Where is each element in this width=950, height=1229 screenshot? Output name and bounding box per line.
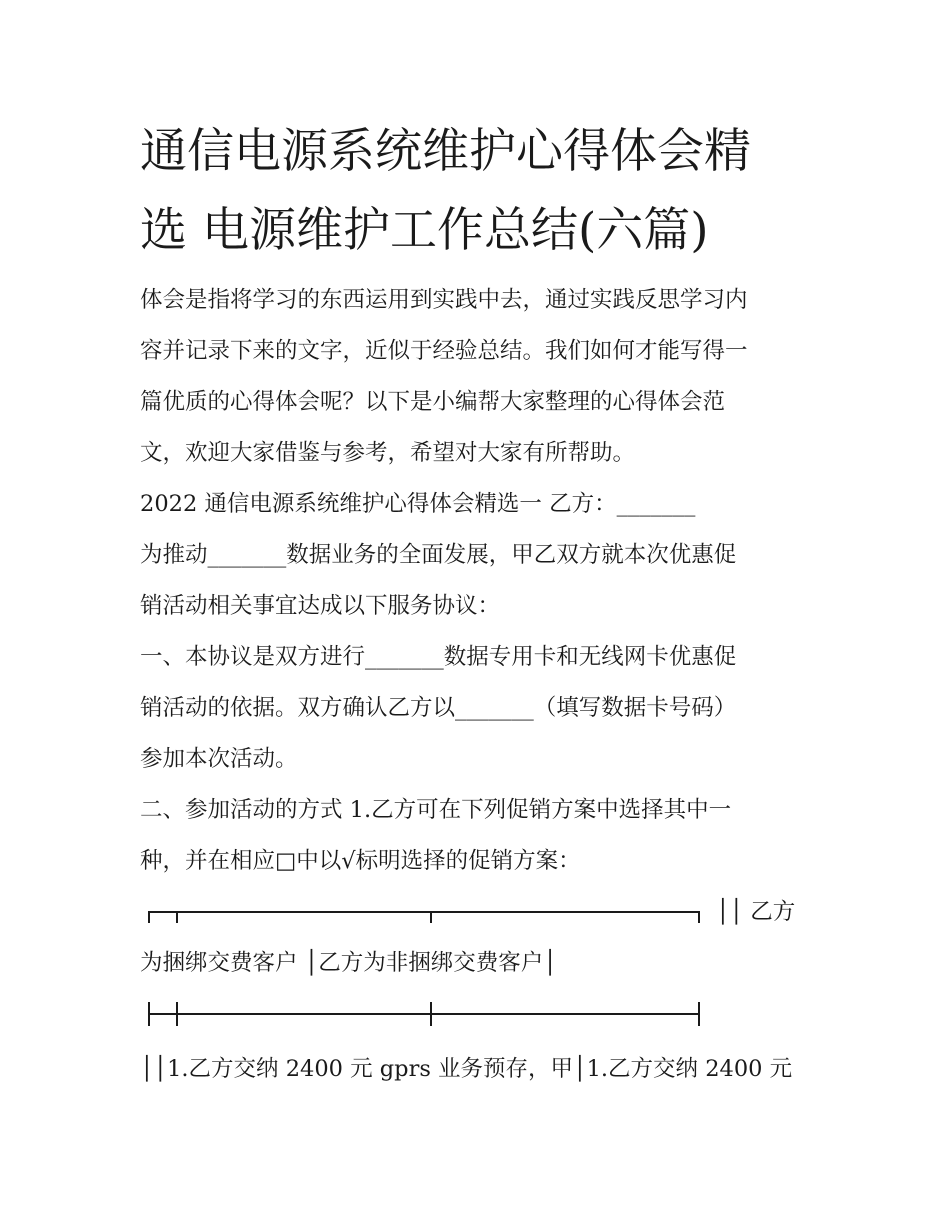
table-tick: [430, 1002, 432, 1026]
table-tick: [698, 1002, 700, 1026]
table-tick: [148, 1002, 150, 1026]
table-row-text: 为捆绑交费客户 │乙方为非捆绑交费客户│: [140, 950, 557, 976]
intro-line: 容并记录下来的文字，近似于经验总结。我们如何才能写得一: [140, 338, 748, 364]
table-border-row-top: [140, 887, 820, 938]
section-line: 一、本协议是双方进行_______数据专用卡和无线网卡优惠促: [140, 644, 737, 670]
document-body: [140, 275, 820, 1095]
section-line: 销活动的依据。双方确认乙方以_______（填写数据卡号码）: [140, 695, 737, 721]
table-row-text: ││1.乙方交纳 2400 元 gprs 业务预存，甲│1.乙方交纳 2400 元: [140, 1056, 793, 1082]
section-line: 参加本次活动。: [140, 746, 298, 772]
intro-line: 体会是指将学习的东西运用到实践中去，通过实践反思学习内: [140, 287, 748, 313]
intro-line: 篇优质的心得体会呢？以下是小编帮大家整理的心得体会范: [140, 389, 726, 415]
table-row-text: ││ 乙方: [716, 899, 796, 925]
table-tick: [148, 911, 150, 923]
table-tick: [430, 911, 432, 923]
section-line: 种，并在相应□中以√标明选择的促销方案：: [140, 848, 581, 874]
intro-paragraph: [140, 275, 820, 479]
table-tick: [698, 911, 700, 923]
intro-line: 文，欢迎大家借鉴与参考，希望对大家有所帮助。: [140, 440, 636, 466]
table-tick: [176, 1002, 178, 1026]
table-rule: [148, 911, 700, 913]
section-line: 二、参加活动的方式 1.乙方可在下列促销方案中选择其中一: [140, 797, 732, 823]
section-heading-line: 2022 通信电源系统维护心得体会精选一 乙方：_______: [140, 491, 696, 517]
document-title: [140, 112, 840, 270]
table-tick: [176, 911, 178, 923]
section-line: 销活动相关事宜达成以下服务协议：: [140, 593, 501, 619]
title-line-2: 选 电源维护工作总结(六篇): [140, 203, 709, 258]
title-line-1: 通信电源系统维护心得体会精: [140, 124, 751, 179]
table-rule: [148, 1013, 700, 1015]
section-one: [140, 479, 820, 887]
table-border-row-middle: [140, 989, 820, 1040]
section-line: 为推动_______数据业务的全面发展，甲乙双方就本次优惠促: [140, 542, 737, 568]
